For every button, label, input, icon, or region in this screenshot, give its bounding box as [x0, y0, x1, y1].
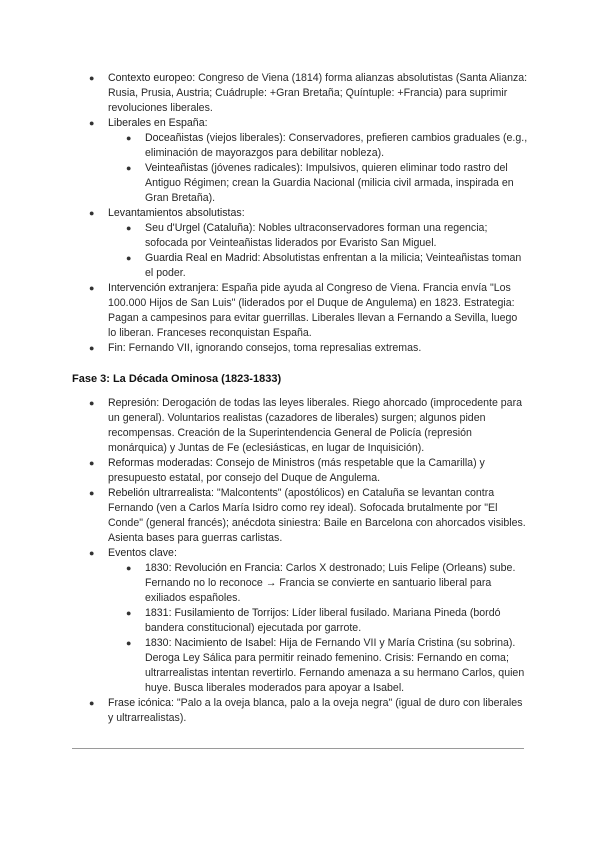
item-term: Levantamientos absolutistas	[108, 207, 242, 219]
item-term: 1831: Fusilamiento de Torrijos	[145, 607, 287, 619]
sub-item-1831-torrijos	[0, 606, 600, 636]
list-item-eventos	[0, 546, 600, 561]
item-term: Represión	[108, 397, 157, 409]
item-text: : Derogación de todas las leyes liberales. Riego ahorcado (improcedente para un general). Voluntarios realistas (cazadores de liberales) surgen; algunos piden recompensas. Creación de la Superintendencia General de Policía (represión monárquica) y Juntas de Fe (eclesiásticas, en lugar de Inquisición).	[108, 397, 522, 454]
horizontal-rule	[72, 748, 524, 749]
item-term: Seu d'Urgel (Cataluña)	[145, 222, 253, 234]
item-term: Rebelión ultrarrealista	[108, 487, 212, 499]
sub-item-seu-urgel	[0, 221, 600, 251]
bullet-icon: ●	[89, 208, 95, 218]
item-term: Intervención extranjera	[108, 282, 216, 294]
bullet-icon: ●	[89, 343, 95, 353]
item-term: 1830: Revolución en Francia	[145, 562, 280, 574]
item-text: : Carlos X destronado; Luis Felipe (Orleans) sube. Fernando no lo reconoce → Francia se convierte en santuario liberal para exiliados españoles.	[145, 562, 516, 604]
list-item-rebelion	[0, 486, 600, 546]
item-term: Doceañistas	[145, 132, 204, 144]
item-term: Reformas moderadas	[108, 457, 210, 469]
bullet-icon: ●	[89, 548, 95, 558]
bullet-icon: ●	[89, 73, 95, 83]
item-text: : Congreso de Viena (1814) forma alianzas absolutistas (Santa Alianza: Rusia, Prusia, Austria; Cuádruple: +Gran Bretaña; Quíntuple: +Francia) para suprimir revoluciones liberales.	[108, 72, 528, 114]
bullet-icon: ●	[89, 283, 95, 293]
bullet-icon: ●	[89, 698, 95, 708]
item-text: (viejos liberales): Conservadores, prefieren cambios graduales (e.g., eliminación de mayorazgos para debilitar nobleza).	[145, 132, 528, 159]
bullet-icon: ●	[89, 458, 95, 468]
bullet-icon: ●	[89, 398, 95, 408]
list-item-reformas	[0, 456, 600, 486]
sub-item-1830-francia	[0, 561, 600, 606]
bullet-icon: ●	[126, 253, 132, 263]
item-term: 1830: Nacimiento de Isabel	[145, 637, 274, 649]
sub-item-doceanistas	[0, 131, 600, 161]
list-item-represion	[0, 396, 600, 456]
item-text: : Fernando VII, ignorando consejos, toma represalias extremas.	[122, 342, 422, 354]
list-item-liberales	[0, 116, 600, 131]
item-text: :	[204, 117, 208, 129]
item-text: : Consejo de Ministros (más respetable que la Camarilla) y presupuesto estatal, por consejo del Duque de Angulema.	[108, 457, 485, 484]
list-item-intervencion	[0, 281, 600, 341]
item-text: : España pide ayuda al Congreso de Viena. Francia envía "Los 100.000 Hijos de San Luis" (liderados por el Duque de Angulema) en 1823. Estrategia: Pagan a campesinos para evitar guerrillas. Liberales llevan a Fernando a Sevilla, luego lo liberan. Franceses reconquistan España.	[108, 282, 518, 339]
item-text: : Líder liberal fusilado. Mariana Pineda (bordó bandera constitucional) ejecutada por garrote.	[145, 607, 501, 634]
item-term: Contexto europeo	[108, 72, 193, 84]
item-term: Guardia Real en Madrid	[145, 252, 258, 264]
item-text: (jóvenes radicales): Impulsivos, quieren eliminar todo rastro del Antiguo Régimen; crean la Guardia Nacional (milicia civil armada, inspirada en Gran Bretaña).	[145, 162, 514, 204]
item-text: : Hija de Fernando VII y María Cristina (su sobrina). Deroga Ley Sálica para permitir reinado femenino. Crisis: Fernando en coma; ultrarrealistas intentan revertirlo. Fernando amenaza a su hermano Carlos, quien huye. Busca liberales moderados para apoyar a Isabel.	[145, 637, 525, 694]
item-term: Fin	[108, 342, 123, 354]
item-text: : Nobles ultraconservadores forman una regencia; sofocada por Veinteañistas liderados por Evaristo San Miguel.	[145, 222, 488, 249]
list-item-frase	[0, 696, 600, 726]
bullet-icon: ●	[126, 163, 132, 173]
bullet-icon: ●	[126, 223, 132, 233]
sub-item-1830-isabel	[0, 636, 600, 696]
bullet-icon: ●	[126, 638, 132, 648]
item-term: Liberales en España	[108, 117, 205, 129]
bullet-icon: ●	[126, 133, 132, 143]
sub-item-guardia-real	[0, 251, 600, 281]
item-text: :	[241, 207, 245, 219]
list-item-levantamientos	[0, 206, 600, 221]
bullet-icon: ●	[126, 563, 132, 573]
bullet-icon: ●	[126, 608, 132, 618]
list-item-fin	[0, 341, 600, 356]
item-term: Frase icónica	[108, 697, 171, 709]
list-item-contexto-europeo	[0, 71, 600, 116]
section2-list	[0, 396, 600, 726]
bullet-icon: ●	[89, 118, 95, 128]
section-heading: Fase 3: La Década Ominosa (1823-1833)	[72, 373, 282, 385]
item-term: Veinteañistas	[145, 162, 209, 174]
item-text: : Absolutistas enfrentan a la milicia; Veinteañistas toman el poder.	[145, 252, 522, 279]
item-term: Eventos clave	[108, 547, 174, 559]
sub-item-veinteanistas	[0, 161, 600, 206]
item-text: : "Palo a la oveja blanca, palo a la oveja negra" (igual de duro con liberales y ultrarrealistas).	[108, 697, 523, 724]
bullet-icon: ●	[89, 488, 95, 498]
section1-list	[0, 71, 600, 356]
item-text: : "Malcontents" (apostólicos) en Cataluña se levantan contra Fernando (ven a Carlos María Isidro como rey ideal). Sofocada brutalmente por "El Conde" (general francés); anécdota siniestra: Baile en Barcelona con ahorcados visibles. Asienta bases para guerras carlistas.	[108, 487, 526, 544]
item-text: :	[173, 547, 177, 559]
